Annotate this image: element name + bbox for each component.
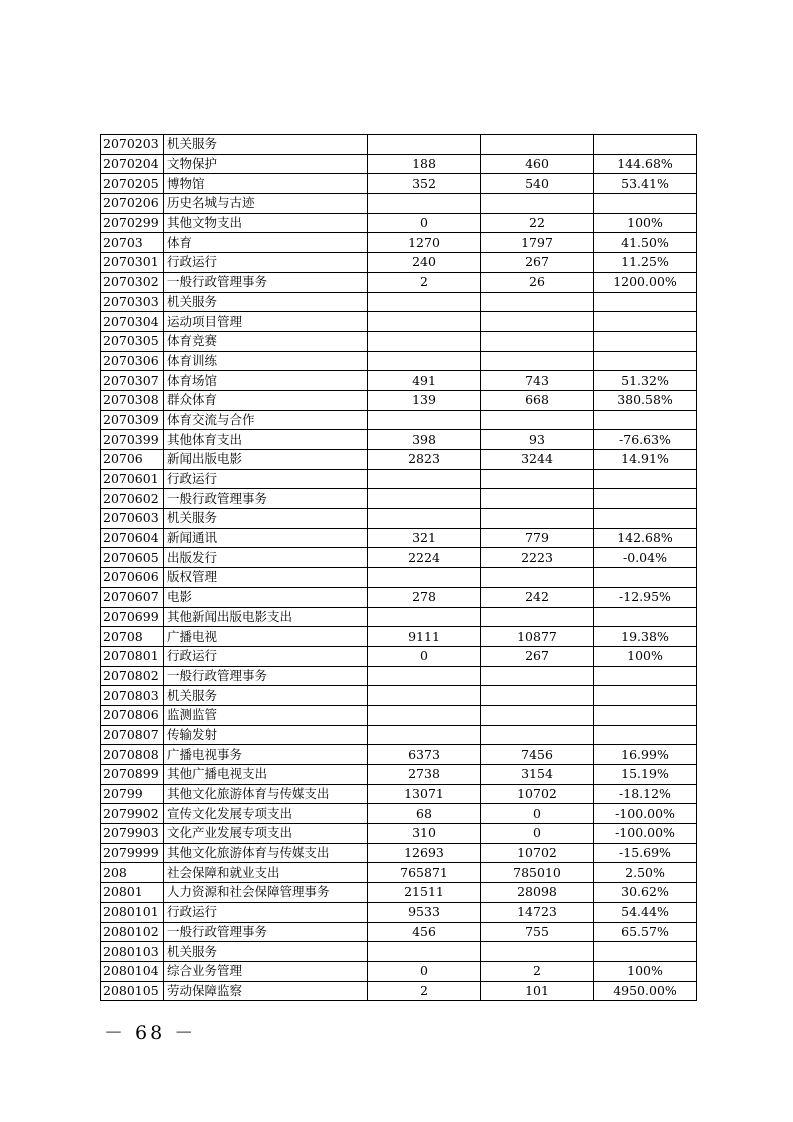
- row-change-rate: -0.04%: [594, 548, 697, 568]
- row-value-2: 22: [481, 213, 594, 233]
- row-value-1: 6373: [368, 745, 481, 765]
- row-code: 2070399: [101, 430, 164, 450]
- row-value-1: 68: [368, 804, 481, 824]
- budget-table: [100, 134, 697, 1001]
- row-code: 20706: [101, 450, 164, 470]
- row-value-2: [481, 705, 594, 725]
- row-value-2: 10877: [481, 627, 594, 647]
- row-change-rate: 100%: [594, 961, 697, 981]
- row-code: 2080101: [101, 902, 164, 922]
- row-change-rate: [594, 568, 697, 588]
- row-change-rate: 1200.00%: [594, 272, 697, 292]
- row-value-1: 2738: [368, 765, 481, 785]
- row-value-1: [368, 666, 481, 686]
- row-name: 新闻出版电影: [164, 450, 368, 470]
- row-value-2: [481, 686, 594, 706]
- row-name: 劳动保障监察: [164, 981, 368, 1001]
- table-row: [101, 430, 697, 450]
- row-value-2: 779: [481, 528, 594, 548]
- row-value-2: 460: [481, 154, 594, 174]
- row-value-2: [481, 292, 594, 312]
- row-name: 行政运行: [164, 646, 368, 666]
- row-code: 2070206: [101, 194, 164, 214]
- row-value-2: [481, 725, 594, 745]
- row-name: 群众体育: [164, 390, 368, 410]
- row-name: 一般行政管理事务: [164, 272, 368, 292]
- table-row: [101, 627, 697, 647]
- row-name: 广播电视: [164, 627, 368, 647]
- row-code: 2079999: [101, 843, 164, 863]
- row-code: 208: [101, 863, 164, 883]
- row-change-rate: [594, 607, 697, 627]
- table-row: [101, 745, 697, 765]
- row-name: 人力资源和社会保障管理事务: [164, 883, 368, 903]
- row-value-2: 3244: [481, 450, 594, 470]
- row-change-rate: [594, 686, 697, 706]
- table-row: [101, 607, 697, 627]
- row-code: 2070204: [101, 154, 164, 174]
- row-value-1: 9111: [368, 627, 481, 647]
- row-value-1: 139: [368, 390, 481, 410]
- row-name: 一般行政管理事务: [164, 666, 368, 686]
- row-value-2: 267: [481, 646, 594, 666]
- row-value-1: 2: [368, 272, 481, 292]
- table-row: [101, 154, 697, 174]
- row-value-2: 2: [481, 961, 594, 981]
- row-change-rate: 144.68%: [594, 154, 697, 174]
- row-change-rate: 11.25%: [594, 253, 697, 273]
- row-name: 体育场馆: [164, 371, 368, 391]
- row-change-rate: 53.41%: [594, 174, 697, 194]
- table-row: [101, 312, 697, 332]
- row-value-1: 310: [368, 824, 481, 844]
- row-value-2: 10702: [481, 843, 594, 863]
- row-value-2: [481, 469, 594, 489]
- table-row: [101, 725, 697, 745]
- row-change-rate: [594, 666, 697, 686]
- table-row: [101, 489, 697, 509]
- row-code: 2070305: [101, 331, 164, 351]
- row-name: 机关服务: [164, 292, 368, 312]
- row-value-2: [481, 194, 594, 214]
- row-value-1: 2: [368, 981, 481, 1001]
- row-name: 行政运行: [164, 469, 368, 489]
- row-value-2: 0: [481, 804, 594, 824]
- table-row: [101, 587, 697, 607]
- table-row: [101, 174, 697, 194]
- row-code: 2070601: [101, 469, 164, 489]
- row-change-rate: [594, 725, 697, 745]
- row-name: 博物馆: [164, 174, 368, 194]
- table-row: [101, 253, 697, 273]
- row-change-rate: [594, 410, 697, 430]
- row-name: 体育: [164, 233, 368, 253]
- row-change-rate: [594, 194, 697, 214]
- row-value-1: [368, 705, 481, 725]
- table-row: [101, 666, 697, 686]
- row-code: 2070699: [101, 607, 164, 627]
- row-value-1: 12693: [368, 843, 481, 863]
- row-change-rate: -18.12%: [594, 784, 697, 804]
- row-value-1: 21511: [368, 883, 481, 903]
- row-value-2: [481, 607, 594, 627]
- row-value-1: 188: [368, 154, 481, 174]
- row-value-2: 28098: [481, 883, 594, 903]
- row-value-1: 1270: [368, 233, 481, 253]
- row-value-1: 0: [368, 961, 481, 981]
- row-name: 出版发行: [164, 548, 368, 568]
- table-row: [101, 528, 697, 548]
- table-row: [101, 863, 697, 883]
- table-row: [101, 331, 697, 351]
- row-name: 社会保障和就业支出: [164, 863, 368, 883]
- table-row: [101, 981, 697, 1001]
- row-value-1: 9533: [368, 902, 481, 922]
- row-code: 2070803: [101, 686, 164, 706]
- table-row: [101, 469, 697, 489]
- row-change-rate: 16.99%: [594, 745, 697, 765]
- row-change-rate: -15.69%: [594, 843, 697, 863]
- row-name: 新闻通讯: [164, 528, 368, 548]
- row-change-rate: [594, 705, 697, 725]
- row-value-1: 456: [368, 922, 481, 942]
- row-code: 2070205: [101, 174, 164, 194]
- row-value-2: 668: [481, 390, 594, 410]
- row-code: 2070299: [101, 213, 164, 233]
- table-row: [101, 233, 697, 253]
- row-value-2: 10702: [481, 784, 594, 804]
- row-code: 2070307: [101, 371, 164, 391]
- row-name: 其他文物支出: [164, 213, 368, 233]
- row-code: 2070801: [101, 646, 164, 666]
- row-value-1: 0: [368, 213, 481, 233]
- row-name: 行政运行: [164, 253, 368, 273]
- row-value-2: 242: [481, 587, 594, 607]
- table-row: [101, 390, 697, 410]
- row-code: 2070806: [101, 705, 164, 725]
- table-row: [101, 824, 697, 844]
- row-value-2: [481, 351, 594, 371]
- row-value-1: [368, 509, 481, 529]
- row-code: 2080102: [101, 922, 164, 942]
- table-row: [101, 371, 697, 391]
- row-value-2: 743: [481, 371, 594, 391]
- table-row: [101, 646, 697, 666]
- row-value-2: [481, 331, 594, 351]
- row-value-1: [368, 568, 481, 588]
- table-row: [101, 883, 697, 903]
- row-code: 2080105: [101, 981, 164, 1001]
- row-code: 2070301: [101, 253, 164, 273]
- row-code: 2080103: [101, 942, 164, 962]
- row-value-2: 14723: [481, 902, 594, 922]
- table-row: [101, 705, 697, 725]
- row-name: 机关服务: [164, 135, 368, 155]
- row-change-rate: 100%: [594, 646, 697, 666]
- row-value-2: [481, 312, 594, 332]
- table-row: [101, 804, 697, 824]
- row-value-2: 1797: [481, 233, 594, 253]
- row-change-rate: [594, 312, 697, 332]
- row-code: 2079902: [101, 804, 164, 824]
- table-row: [101, 509, 697, 529]
- table-row: [101, 902, 697, 922]
- row-value-2: 93: [481, 430, 594, 450]
- row-name: 文化产业发展专项支出: [164, 824, 368, 844]
- row-change-rate: 19.38%: [594, 627, 697, 647]
- row-name: 历史名城与古迹: [164, 194, 368, 214]
- row-name: 体育训练: [164, 351, 368, 371]
- row-value-2: [481, 568, 594, 588]
- table-row: [101, 961, 697, 981]
- row-value-1: 321: [368, 528, 481, 548]
- row-value-2: 785010: [481, 863, 594, 883]
- row-value-1: [368, 312, 481, 332]
- row-value-1: [368, 410, 481, 430]
- row-change-rate: [594, 509, 697, 529]
- row-value-1: 278: [368, 587, 481, 607]
- row-value-1: 765871: [368, 863, 481, 883]
- row-change-rate: 142.68%: [594, 528, 697, 548]
- row-name: 文物保护: [164, 154, 368, 174]
- row-code: 2079903: [101, 824, 164, 844]
- row-name: 电影: [164, 587, 368, 607]
- row-change-rate: 15.19%: [594, 765, 697, 785]
- row-name: 行政运行: [164, 902, 368, 922]
- row-value-2: [481, 942, 594, 962]
- row-code: 2070309: [101, 410, 164, 430]
- row-change-rate: [594, 351, 697, 371]
- row-code: 2070606: [101, 568, 164, 588]
- row-change-rate: 30.62%: [594, 883, 697, 903]
- table-row: [101, 686, 697, 706]
- row-value-2: [481, 509, 594, 529]
- row-code: 2070807: [101, 725, 164, 745]
- table-row: [101, 843, 697, 863]
- row-name: 传输发射: [164, 725, 368, 745]
- row-value-1: [368, 607, 481, 627]
- table-row: [101, 922, 697, 942]
- row-value-1: [368, 489, 481, 509]
- table-row: [101, 194, 697, 214]
- row-code: 2080104: [101, 961, 164, 981]
- row-change-rate: [594, 331, 697, 351]
- row-change-rate: [594, 942, 697, 962]
- row-name: 其他体育支出: [164, 430, 368, 450]
- row-code: 2070303: [101, 292, 164, 312]
- row-code: 2070808: [101, 745, 164, 765]
- row-name: 其他文化旅游体育与传媒支出: [164, 784, 368, 804]
- table-row: [101, 213, 697, 233]
- row-code: 2070604: [101, 528, 164, 548]
- row-value-1: [368, 686, 481, 706]
- page-number: － 68 －: [104, 1022, 197, 1044]
- table-row: [101, 135, 697, 155]
- row-name: 监测监管: [164, 705, 368, 725]
- row-change-rate: [594, 489, 697, 509]
- row-name: 版权管理: [164, 568, 368, 588]
- row-change-rate: 2.50%: [594, 863, 697, 883]
- row-change-rate: 100%: [594, 213, 697, 233]
- row-value-2: 267: [481, 253, 594, 273]
- row-code: 2070308: [101, 390, 164, 410]
- row-name: 机关服务: [164, 509, 368, 529]
- table-row: [101, 942, 697, 962]
- row-value-2: [481, 666, 594, 686]
- row-value-1: [368, 135, 481, 155]
- row-value-2: 755: [481, 922, 594, 942]
- row-value-2: 7456: [481, 745, 594, 765]
- row-code: 2070306: [101, 351, 164, 371]
- row-name: 一般行政管理事务: [164, 489, 368, 509]
- row-value-2: 3154: [481, 765, 594, 785]
- row-change-rate: 51.32%: [594, 371, 697, 391]
- row-value-2: 26: [481, 272, 594, 292]
- table-row: [101, 450, 697, 470]
- row-change-rate: [594, 135, 697, 155]
- row-name: 一般行政管理事务: [164, 922, 368, 942]
- row-value-2: 540: [481, 174, 594, 194]
- row-change-rate: -100.00%: [594, 804, 697, 824]
- row-code: 2070899: [101, 765, 164, 785]
- row-code: 2070603: [101, 509, 164, 529]
- row-change-rate: 41.50%: [594, 233, 697, 253]
- table-row: [101, 272, 697, 292]
- row-code: 2070802: [101, 666, 164, 686]
- row-change-rate: -76.63%: [594, 430, 697, 450]
- row-change-rate: 54.44%: [594, 902, 697, 922]
- row-code: 20801: [101, 883, 164, 903]
- row-name: 广播电视事务: [164, 745, 368, 765]
- row-code: 2070607: [101, 587, 164, 607]
- row-value-1: 0: [368, 646, 481, 666]
- table-row: [101, 548, 697, 568]
- row-code: 20708: [101, 627, 164, 647]
- row-name: 体育交流与合作: [164, 410, 368, 430]
- row-change-rate: -100.00%: [594, 824, 697, 844]
- row-code: 2070302: [101, 272, 164, 292]
- row-value-2: [481, 489, 594, 509]
- row-change-rate: 4950.00%: [594, 981, 697, 1001]
- row-value-1: [368, 725, 481, 745]
- row-change-rate: 380.58%: [594, 390, 697, 410]
- row-name: 机关服务: [164, 942, 368, 962]
- table-row: [101, 568, 697, 588]
- table-row: [101, 784, 697, 804]
- row-value-1: 491: [368, 371, 481, 391]
- row-value-1: [368, 292, 481, 312]
- row-value-2: 101: [481, 981, 594, 1001]
- row-code: 20703: [101, 233, 164, 253]
- row-name: 宣传文化发展专项支出: [164, 804, 368, 824]
- row-change-rate: [594, 469, 697, 489]
- row-value-1: 398: [368, 430, 481, 450]
- row-value-2: [481, 135, 594, 155]
- row-value-1: 2224: [368, 548, 481, 568]
- row-value-1: [368, 351, 481, 371]
- row-change-rate: 14.91%: [594, 450, 697, 470]
- row-name: 其他文化旅游体育与传媒支出: [164, 843, 368, 863]
- row-code: 2070602: [101, 489, 164, 509]
- table-row: [101, 292, 697, 312]
- row-name: 机关服务: [164, 686, 368, 706]
- row-value-1: [368, 194, 481, 214]
- row-code: 2070605: [101, 548, 164, 568]
- table-row: [101, 410, 697, 430]
- row-value-1: 13071: [368, 784, 481, 804]
- table-row: [101, 765, 697, 785]
- table-row: [101, 351, 697, 371]
- row-name: 体育竞赛: [164, 331, 368, 351]
- row-code: 20799: [101, 784, 164, 804]
- row-value-1: [368, 942, 481, 962]
- row-value-1: [368, 331, 481, 351]
- row-change-rate: -12.95%: [594, 587, 697, 607]
- row-value-2: 2223: [481, 548, 594, 568]
- row-code: 2070304: [101, 312, 164, 332]
- table-body: [101, 135, 697, 1001]
- row-value-1: 352: [368, 174, 481, 194]
- row-change-rate: 65.57%: [594, 922, 697, 942]
- row-change-rate: [594, 292, 697, 312]
- row-code: 2070203: [101, 135, 164, 155]
- row-value-1: 240: [368, 253, 481, 273]
- row-name: 综合业务管理: [164, 961, 368, 981]
- row-value-1: [368, 469, 481, 489]
- row-value-2: 0: [481, 824, 594, 844]
- row-value-1: 2823: [368, 450, 481, 470]
- row-value-2: [481, 410, 594, 430]
- row-name: 其他广播电视支出: [164, 765, 368, 785]
- row-name: 运动项目管理: [164, 312, 368, 332]
- row-name: 其他新闻出版电影支出: [164, 607, 368, 627]
